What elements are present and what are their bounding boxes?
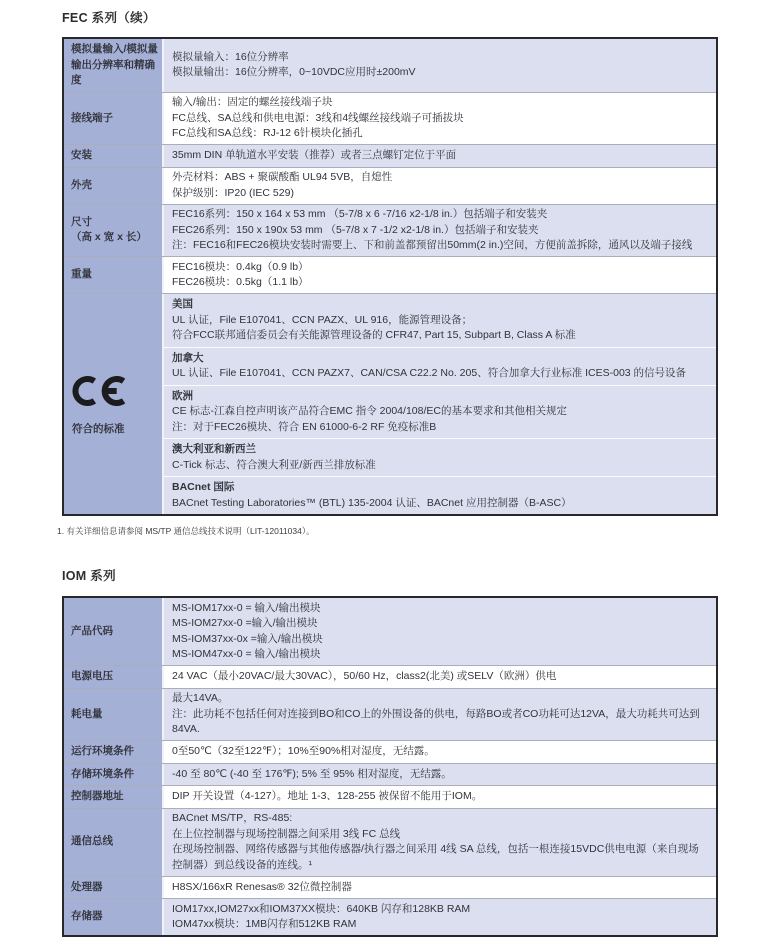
spec-text: FEC16模块：0.4kg（0.9 lb） [172, 260, 309, 273]
row-label [64, 93, 164, 145]
row-content [164, 741, 716, 763]
spec-row [64, 688, 716, 741]
row-label [64, 689, 164, 741]
spec-text: 外壳材料：ABS + 聚碳酸酯 UL94 5VB，自熄性 [172, 171, 393, 183]
row-content [164, 93, 716, 145]
ce-mark-icon [72, 373, 127, 409]
spec-text: CE 标志-江森自控声明该产品符合EMC 指令 2004/108/EC的基本要求和其他相关规定 [172, 405, 567, 417]
spec-text: 模拟量输出：16位分辨率，0~10VDC应用时±200mV [172, 66, 416, 79]
spec-row [64, 39, 716, 92]
spec-row [64, 92, 716, 145]
spec-row [64, 785, 716, 808]
row-content [164, 145, 716, 167]
row-label [64, 741, 164, 763]
ce-wrap [71, 369, 158, 440]
spec-row [64, 256, 716, 293]
row-content [164, 168, 716, 204]
row-label [64, 257, 164, 293]
spec-text: FEC26模块：0.5kg（1.1 lb） [172, 276, 309, 288]
row-label-text: 控制器地址 [71, 790, 124, 802]
spec-text: MS-IOM27xx-0 =输入/输出模块 [172, 617, 318, 629]
row-label [64, 809, 164, 876]
row-content [164, 598, 716, 665]
spec-text: IOM47xx模块：1MB闪存和512KB RAM [172, 918, 357, 930]
row-label-text: 运行环境条件 [71, 745, 134, 757]
compliance-section [164, 385, 716, 439]
row-label [64, 205, 164, 257]
row-content [164, 39, 716, 92]
row-content [164, 294, 716, 514]
spec-text: C-Tick 标志、符合澳大利亚/新西兰排放标准 [172, 458, 376, 471]
spec-text: 最大14VA。 [172, 692, 229, 704]
spec-text: 符合FCC联邦通信委员会有关能源管理设备的 CFR47, Part 15, Subpart B, Class A 标准 [172, 329, 576, 341]
iom-spec-table [62, 596, 718, 937]
spec-text: 保护级别：IP20 (IEC 529) [172, 186, 294, 199]
compliance-section-title: BACnet 国际 [172, 481, 235, 493]
row-content [164, 809, 716, 876]
compliance-section [164, 347, 716, 385]
spec-text: H8SX/166xR Renesas® 32位微控制器 [172, 880, 352, 893]
row-label [64, 764, 164, 786]
compliance-section-title: 欧洲 [172, 389, 193, 402]
compliance-section-title: 加拿大 [172, 351, 204, 364]
spec-text: MS-IOM17xx-0 = 输入/输出模块 [172, 601, 321, 614]
row-label-text: 耗电量 [71, 707, 103, 720]
row-content [164, 877, 716, 899]
spec-text: 0至50℃（32至122℉）；10%至90%相对湿度，无结露。 [172, 745, 435, 757]
spec-text: FEC26系列：150 x 190x 53 mm （5-7/8 x 7 -1/2 x2-1/8 in.）包括端子和安装夹 [172, 223, 539, 236]
spec-text: 在现场控制器、网络传感器与其他传感器/执行器之间采用 4线 SA 总线，包括一根连接15VDC供电电源（来自现场控制器）到总线设备的连线。¹ [172, 843, 699, 871]
row-label-text: 模拟量输入/模拟量输出分辨率和精确度 [71, 43, 158, 86]
spec-row [64, 876, 716, 899]
row-label [64, 294, 164, 514]
row-label-text: 安装 [71, 149, 92, 161]
iom-section-title: IOM 系列 [62, 569, 116, 583]
spec-row [64, 144, 716, 167]
spec-text: MS-IOM47xx-0 = 输入/输出模块 [172, 648, 321, 660]
spec-text: IOM17xx,IOM27xx和IOM37XX模块：640KB 闪存和128KB RAM [172, 902, 471, 915]
row-label [64, 145, 164, 167]
row-label [64, 786, 164, 808]
footnote: 1. 有关详细信息请参阅 MS/TP 通信总线技术说明（LIT-12011034）。 [57, 526, 315, 536]
spec-text: 注：FEC16和FEC26模块安装时需要上、下和前盖都预留出50mm(2 in.)空间，方便前盖拆除，通风以及端子接线 [172, 239, 693, 251]
row-label [64, 899, 164, 935]
spec-row [64, 808, 716, 876]
document-content [57, 0, 718, 937]
row-content [164, 257, 716, 293]
spec-text: DIP 开关设置（4-127）。地址 1-3、128-255 被保留不能用于IOM。 [172, 790, 483, 802]
spec-row [64, 665, 716, 688]
spec-text: 在上位控制器与现场控制器之间采用 3线 FC 总线 [172, 827, 401, 840]
spec-text: 模拟量输入：16位分辨率 [172, 50, 289, 63]
row-label-text: 符合的标准 [72, 422, 125, 435]
row-label-text: 重量 [71, 268, 92, 281]
compliance-section [164, 476, 716, 514]
spec-text: UL 认证、File E107041、CCN PAZX7、CAN/CSA C22.2 No. 205、符合加拿大行业标准 ICES-003 的信号设备 [172, 367, 687, 379]
spec-text: MS-IOM37xx-0x =输入/输出模块 [172, 632, 323, 645]
compliance-section-title: 美国 [172, 298, 193, 310]
row-label [64, 877, 164, 899]
spec-row [64, 167, 716, 204]
spec-text: FC总线和SA总线：RJ-12 6针模块化插孔 [172, 127, 363, 139]
row-label [64, 39, 164, 92]
row-label-text: 处理器 [71, 880, 103, 893]
row-label-text: 通信总线 [71, 835, 113, 848]
spec-text: 输入/输出：固定的螺丝接线端子块 [172, 96, 333, 108]
row-content [164, 666, 716, 688]
spec-text: BACnet Testing Laboratories™ (BTL) 135-2004 认证、BACnet 应用控制器（B-ASC） [172, 496, 572, 509]
row-label-text: 外壳 [71, 178, 92, 191]
row-content [164, 689, 716, 741]
spec-row [64, 598, 716, 665]
compliance-row [64, 293, 716, 514]
spec-text: -40 至 80℃ (-40 至 176℉); 5% 至 95% 相对湿度，无结露。 [172, 767, 452, 780]
row-content [164, 764, 716, 786]
spec-text: FEC16系列：150 x 164 x 53 mm （5-7/8 x 6 -7/16 x2-1/8 in.）包括端子和安装夹 [172, 208, 548, 220]
spec-row [64, 204, 716, 257]
row-label-text: 存储器 [71, 910, 103, 923]
spec-text: 35mm DIN 单轨道水平安装（推荐）或者三点螺钉定位于平面 [172, 149, 457, 161]
row-label-text: 存储环境条件 [71, 767, 134, 780]
row-content [164, 899, 716, 935]
row-label-text: 尺寸 [71, 215, 92, 228]
compliance-section-title: 澳大利亚和新西兰 [172, 443, 256, 455]
spec-text: 注：对于FEC26模块、符合 EN 61000-6-2 RF 免疫标准B [172, 420, 437, 433]
row-label-text: 产品代码 [71, 624, 113, 637]
compliance-section [164, 438, 716, 476]
spec-text: 24 VAC（最小20VAC/最大30VAC），50/60 Hz，class2(北美) 或SELV（欧洲）供电 [172, 670, 557, 682]
spec-row [64, 763, 716, 786]
spec-text: BACnet MS/TP，RS-485: [172, 812, 293, 824]
spec-row [64, 740, 716, 763]
row-label-text: （高 x 宽 x 长） [71, 231, 147, 244]
spec-text: 注：此功耗不包括任何对连接到BO和CO上的外围设备的供电，每路BO或者CO功耗可达12VA，最大功耗共可达到84VA. [172, 707, 700, 735]
fec-spec-table [62, 37, 718, 516]
spec-text: FC总线、SA总线和供电电源：3线和4线螺丝接线端子可插拔块 [172, 111, 464, 124]
row-content [164, 205, 716, 257]
spec-row [64, 898, 716, 935]
row-label-text: 电源电压 [71, 670, 113, 682]
row-label-text: 接线端子 [71, 111, 113, 124]
spec-text: UL 认证，File E107041、CCN PAZX、UL 916，能源管理设备； [172, 313, 473, 326]
row-label [64, 168, 164, 204]
row-content [164, 786, 716, 808]
fec-section-title: FEC 系列（续） [62, 11, 156, 25]
compliance-section [164, 294, 716, 347]
row-label [64, 666, 164, 688]
row-label [64, 598, 164, 665]
